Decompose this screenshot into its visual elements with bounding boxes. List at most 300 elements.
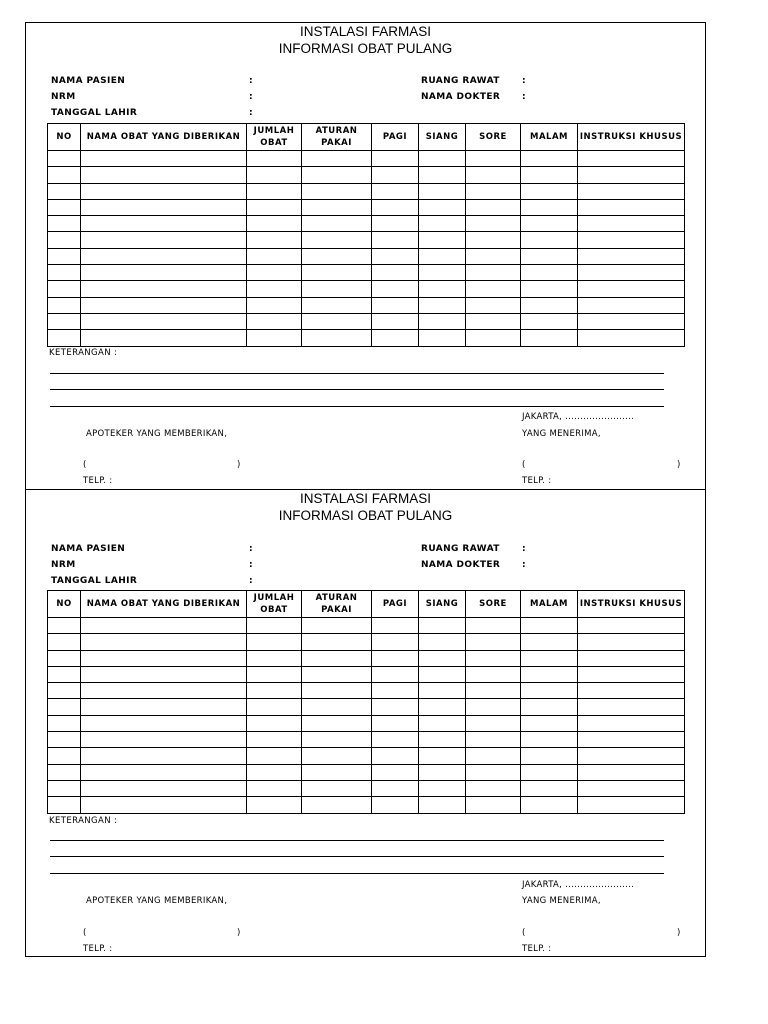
- col-jumlah-obat: JUMLAH OBAT: [247, 124, 302, 151]
- table-cell: [466, 764, 521, 780]
- col-no: NO: [48, 591, 81, 618]
- table-cell: [372, 764, 419, 780]
- table-cell: [48, 732, 81, 748]
- table-cell: [81, 634, 247, 650]
- table-cell: [521, 715, 578, 731]
- table-cell: [372, 699, 419, 715]
- label-nama-dokter: NAMA DOKTER: [421, 92, 501, 102]
- table-cell: [48, 748, 81, 764]
- table-cell: [521, 265, 578, 281]
- col-nama-obat: NAMA OBAT YANG DIBERIKAN: [81, 124, 247, 151]
- table-row: [48, 330, 685, 346]
- table-cell: [419, 281, 466, 297]
- table-cell: [419, 183, 466, 199]
- table-cell: [247, 748, 302, 764]
- table-cell: [81, 699, 247, 715]
- table-cell: [419, 650, 466, 666]
- table-cell: [419, 297, 466, 313]
- table-cell: [521, 650, 578, 666]
- table-cell: [81, 618, 247, 634]
- col-instruksi-khusus: INSTRUKSI KHUSUS: [578, 591, 685, 618]
- receiver-label: YANG MENERIMA,: [522, 429, 601, 439]
- col-malam: MALAM: [521, 124, 578, 151]
- table-cell: [466, 715, 521, 731]
- table-cell: [578, 232, 685, 248]
- table-cell: [578, 683, 685, 699]
- apoteker-label: APOTEKER YANG MEMBERIKAN,: [86, 429, 228, 439]
- table-row: [48, 683, 685, 699]
- table-cell: [419, 151, 466, 167]
- table-cell: [578, 715, 685, 731]
- table-cell: [419, 313, 466, 329]
- table-cell: [466, 216, 521, 232]
- table-cell: [302, 764, 372, 780]
- table-cell: [521, 313, 578, 329]
- table-cell: [302, 313, 372, 329]
- table-cell: [578, 732, 685, 748]
- table-cell: [466, 167, 521, 183]
- medication-form-1: [25, 22, 706, 490]
- colon: :: [522, 544, 526, 554]
- table-cell: [48, 666, 81, 682]
- form-title-line1: INSTALASI FARMASI: [299, 491, 432, 506]
- table-cell: [48, 183, 81, 199]
- table-cell: [521, 281, 578, 297]
- table-cell: [302, 780, 372, 796]
- table-cell: [578, 151, 685, 167]
- table-cell: [419, 683, 466, 699]
- table-cell: [247, 199, 302, 215]
- col-siang: SIANG: [419, 591, 466, 618]
- label-tanggal-lahir: TANGGAL LAHIR: [51, 576, 138, 586]
- table-cell: [247, 699, 302, 715]
- table-cell: [302, 683, 372, 699]
- table-cell: [419, 199, 466, 215]
- table-cell: [247, 248, 302, 264]
- table-cell: [521, 618, 578, 634]
- table-cell: [48, 683, 81, 699]
- table-cell: [372, 151, 419, 167]
- table-cell: [521, 216, 578, 232]
- label-nama-pasien: NAMA PASIEN: [51, 76, 126, 86]
- form-title-line2: INFORMASI OBAT PULANG: [278, 41, 453, 56]
- keterangan-line: [50, 873, 664, 874]
- table-cell: [578, 183, 685, 199]
- table-cell: [81, 313, 247, 329]
- col-siang: SIANG: [419, 124, 466, 151]
- table-body: [48, 618, 685, 814]
- table-cell: [302, 183, 372, 199]
- table-cell: [578, 666, 685, 682]
- form-title-line1: INSTALASI FARMASI: [299, 24, 432, 39]
- table-cell: [521, 683, 578, 699]
- colon: :: [249, 576, 253, 586]
- apoteker-paren-close: ): [237, 928, 241, 938]
- table-cell: [578, 281, 685, 297]
- table-cell: [466, 797, 521, 813]
- table-cell: [372, 748, 419, 764]
- table-cell: [521, 199, 578, 215]
- colon: :: [522, 92, 526, 102]
- table-cell: [466, 618, 521, 634]
- table-row: [48, 764, 685, 780]
- table-cell: [466, 265, 521, 281]
- table-cell: [247, 666, 302, 682]
- receiver-telp: TELP. :: [522, 476, 552, 486]
- table-cell: [521, 297, 578, 313]
- table-cell: [48, 634, 81, 650]
- form-title-line2: INFORMASI OBAT PULANG: [278, 508, 453, 523]
- table-cell: [247, 634, 302, 650]
- table-cell: [302, 748, 372, 764]
- table-row: [48, 699, 685, 715]
- table-cell: [521, 797, 578, 813]
- table-cell: [247, 216, 302, 232]
- table-cell: [521, 330, 578, 346]
- table-row: [48, 732, 685, 748]
- table-cell: [372, 780, 419, 796]
- table-cell: [81, 666, 247, 682]
- table-cell: [419, 666, 466, 682]
- receiver-paren-open: (: [522, 460, 526, 470]
- apoteker-telp: TELP. :: [83, 476, 113, 486]
- table-cell: [419, 748, 466, 764]
- table-cell: [247, 151, 302, 167]
- table-cell: [466, 699, 521, 715]
- table-cell: [302, 281, 372, 297]
- table-cell: [48, 232, 81, 248]
- table-cell: [419, 232, 466, 248]
- table-cell: [48, 297, 81, 313]
- table-cell: [419, 265, 466, 281]
- table-cell: [466, 232, 521, 248]
- table-cell: [578, 699, 685, 715]
- table-cell: [48, 167, 81, 183]
- table-cell: [466, 297, 521, 313]
- table-cell: [372, 683, 419, 699]
- table-cell: [247, 265, 302, 281]
- label-tanggal-lahir: TANGGAL LAHIR: [51, 108, 138, 118]
- table-cell: [578, 330, 685, 346]
- table-cell: [302, 248, 372, 264]
- table-cell: [48, 313, 81, 329]
- table-cell: [578, 216, 685, 232]
- table-cell: [247, 683, 302, 699]
- table-cell: [48, 650, 81, 666]
- table-cell: [372, 797, 419, 813]
- table-cell: [302, 634, 372, 650]
- table-cell: [419, 780, 466, 796]
- table-cell: [466, 780, 521, 796]
- table-cell: [48, 780, 81, 796]
- table-cell: [247, 313, 302, 329]
- table-cell: [81, 199, 247, 215]
- col-malam: MALAM: [521, 591, 578, 618]
- table-body: [48, 151, 685, 347]
- table-cell: [302, 216, 372, 232]
- table-cell: [81, 281, 247, 297]
- table-cell: [302, 167, 372, 183]
- table-cell: [81, 297, 247, 313]
- col-sore: SORE: [466, 591, 521, 618]
- table-cell: [578, 797, 685, 813]
- place-date: JAKARTA, .......................: [522, 412, 635, 422]
- table-cell: [48, 797, 81, 813]
- table-cell: [578, 248, 685, 264]
- table-row: [48, 265, 685, 281]
- table-cell: [578, 634, 685, 650]
- col-no: NO: [48, 124, 81, 151]
- table-cell: [81, 216, 247, 232]
- receiver-telp: TELP. :: [522, 944, 552, 954]
- keterangan-line: [50, 856, 664, 857]
- table-cell: [419, 618, 466, 634]
- table-cell: [521, 248, 578, 264]
- table-cell: [81, 330, 247, 346]
- table-cell: [578, 618, 685, 634]
- table-cell: [372, 330, 419, 346]
- table-cell: [247, 780, 302, 796]
- label-ruang-rawat: RUANG RAWAT: [421, 76, 500, 86]
- table-row: [48, 618, 685, 634]
- table-row: [48, 634, 685, 650]
- table-cell: [521, 748, 578, 764]
- label-nama-pasien: NAMA PASIEN: [51, 544, 126, 554]
- table-cell: [247, 715, 302, 731]
- table-row: [48, 151, 685, 167]
- keterangan-label: KETERANGAN :: [49, 816, 118, 826]
- table-row: [48, 248, 685, 264]
- table-cell: [247, 797, 302, 813]
- table-cell: [48, 151, 81, 167]
- table-cell: [419, 764, 466, 780]
- table-cell: [302, 732, 372, 748]
- col-aturan-pakai: ATURAN PAKAI: [302, 124, 372, 151]
- table-row: [48, 715, 685, 731]
- table-cell: [466, 183, 521, 199]
- table-row: [48, 183, 685, 199]
- table-cell: [372, 167, 419, 183]
- table-cell: [302, 232, 372, 248]
- table-cell: [81, 183, 247, 199]
- table-cell: [521, 764, 578, 780]
- table-row: [48, 297, 685, 313]
- table-cell: [521, 699, 578, 715]
- table-cell: [372, 732, 419, 748]
- table-cell: [466, 683, 521, 699]
- keterangan-label: KETERANGAN :: [49, 348, 118, 358]
- table-cell: [247, 297, 302, 313]
- table-cell: [372, 618, 419, 634]
- table-cell: [302, 199, 372, 215]
- colon: :: [249, 544, 253, 554]
- table-cell: [578, 748, 685, 764]
- table-cell: [48, 216, 81, 232]
- keterangan-line: [50, 373, 664, 374]
- col-aturan-pakai: ATURAN PAKAI: [302, 591, 372, 618]
- table-cell: [81, 748, 247, 764]
- table-cell: [419, 216, 466, 232]
- col-pagi: PAGI: [372, 591, 419, 618]
- table-cell: [48, 699, 81, 715]
- apoteker-paren-open: (: [83, 460, 87, 470]
- table-cell: [247, 281, 302, 297]
- table-cell: [521, 732, 578, 748]
- table-cell: [466, 313, 521, 329]
- table-cell: [372, 297, 419, 313]
- table-cell: [419, 330, 466, 346]
- colon: :: [522, 76, 526, 86]
- keterangan-line: [50, 406, 664, 407]
- table-cell: [372, 715, 419, 731]
- receiver-label: YANG MENERIMA,: [522, 896, 601, 906]
- table-cell: [419, 715, 466, 731]
- medication-form-2: [25, 489, 706, 957]
- table-row: [48, 167, 685, 183]
- table-cell: [372, 216, 419, 232]
- table-cell: [466, 732, 521, 748]
- table-cell: [466, 666, 521, 682]
- keterangan-line: [50, 389, 664, 390]
- table-cell: [372, 199, 419, 215]
- table-cell: [466, 199, 521, 215]
- apoteker-telp: TELP. :: [83, 944, 113, 954]
- table-cell: [372, 313, 419, 329]
- table-row: [48, 666, 685, 682]
- table-cell: [81, 683, 247, 699]
- receiver-paren-close: ): [677, 460, 681, 470]
- table-cell: [521, 167, 578, 183]
- table-cell: [419, 797, 466, 813]
- table-cell: [81, 151, 247, 167]
- table-cell: [419, 699, 466, 715]
- table-cell: [466, 634, 521, 650]
- table-cell: [247, 650, 302, 666]
- table-row: [48, 199, 685, 215]
- label-nrm: NRM: [51, 560, 76, 570]
- table-row: [48, 780, 685, 796]
- table-cell: [247, 330, 302, 346]
- receiver-paren-open: (: [522, 928, 526, 938]
- table-cell: [302, 797, 372, 813]
- table-cell: [419, 248, 466, 264]
- table-header-row: [48, 591, 685, 618]
- col-jumlah-obat: JUMLAH OBAT: [247, 591, 302, 618]
- table-cell: [247, 167, 302, 183]
- table-cell: [466, 330, 521, 346]
- table-cell: [578, 650, 685, 666]
- label-ruang-rawat: RUANG RAWAT: [421, 544, 500, 554]
- apoteker-paren-close: ): [237, 460, 241, 470]
- table-cell: [81, 797, 247, 813]
- table-cell: [466, 281, 521, 297]
- apoteker-label: APOTEKER YANG MEMBERIKAN,: [86, 896, 228, 906]
- table-cell: [302, 666, 372, 682]
- table-cell: [521, 780, 578, 796]
- table-cell: [419, 167, 466, 183]
- table-row: [48, 313, 685, 329]
- table-cell: [466, 650, 521, 666]
- col-sore: SORE: [466, 124, 521, 151]
- table-cell: [302, 330, 372, 346]
- table-cell: [578, 199, 685, 215]
- table-cell: [578, 780, 685, 796]
- colon: :: [249, 560, 253, 570]
- table-row: [48, 281, 685, 297]
- table-cell: [247, 732, 302, 748]
- table-cell: [521, 151, 578, 167]
- table-cell: [578, 167, 685, 183]
- table-cell: [466, 248, 521, 264]
- table-header-row: [48, 124, 685, 151]
- label-nama-dokter: NAMA DOKTER: [421, 560, 501, 570]
- table-cell: [521, 232, 578, 248]
- table-cell: [302, 715, 372, 731]
- table-cell: [521, 183, 578, 199]
- table-row: [48, 232, 685, 248]
- table-cell: [48, 764, 81, 780]
- table-row: [48, 650, 685, 666]
- colon: :: [249, 92, 253, 102]
- table-cell: [302, 699, 372, 715]
- table-cell: [247, 618, 302, 634]
- table-cell: [372, 248, 419, 264]
- table-cell: [302, 650, 372, 666]
- table-cell: [81, 248, 247, 264]
- table-row: [48, 216, 685, 232]
- col-instruksi-khusus: INSTRUKSI KHUSUS: [578, 124, 685, 151]
- table-cell: [81, 732, 247, 748]
- table-cell: [81, 167, 247, 183]
- col-nama-obat: NAMA OBAT YANG DIBERIKAN: [81, 591, 247, 618]
- table-cell: [521, 634, 578, 650]
- medication-table: [47, 123, 685, 347]
- table-cell: [372, 232, 419, 248]
- table-cell: [81, 780, 247, 796]
- table-cell: [81, 764, 247, 780]
- table-cell: [302, 265, 372, 281]
- table-cell: [419, 634, 466, 650]
- table-row: [48, 797, 685, 813]
- table-cell: [372, 650, 419, 666]
- table-cell: [521, 666, 578, 682]
- table-cell: [419, 732, 466, 748]
- table-cell: [466, 748, 521, 764]
- label-nrm: NRM: [51, 92, 76, 102]
- table-cell: [372, 183, 419, 199]
- table-cell: [247, 183, 302, 199]
- table-cell: [578, 764, 685, 780]
- table-cell: [578, 265, 685, 281]
- table-cell: [372, 281, 419, 297]
- table-cell: [302, 297, 372, 313]
- table-cell: [466, 151, 521, 167]
- table-cell: [48, 281, 81, 297]
- place-date: JAKARTA, .......................: [522, 880, 635, 890]
- table-cell: [48, 330, 81, 346]
- colon: :: [249, 76, 253, 86]
- table-cell: [48, 618, 81, 634]
- table-cell: [372, 265, 419, 281]
- table-row: [48, 748, 685, 764]
- table-cell: [372, 666, 419, 682]
- medication-table: [47, 590, 685, 814]
- table-cell: [247, 764, 302, 780]
- table-cell: [247, 232, 302, 248]
- receiver-paren-close: ): [677, 928, 681, 938]
- table-cell: [48, 248, 81, 264]
- table-cell: [302, 151, 372, 167]
